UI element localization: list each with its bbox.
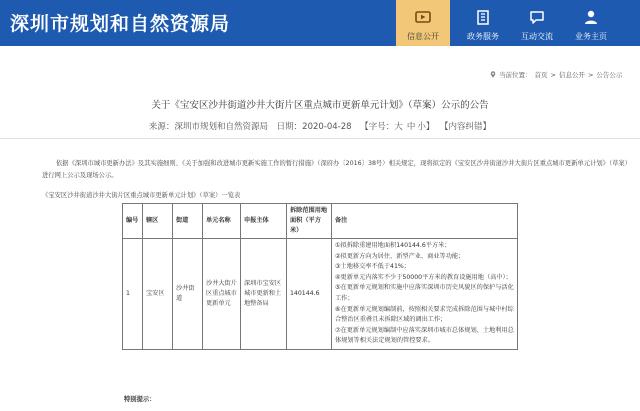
chat-icon — [528, 8, 546, 26]
video-icon — [414, 8, 432, 26]
breadcrumb-notice[interactable]: 公告公示 — [596, 71, 623, 79]
breadcrumb — [490, 70, 622, 79]
header-cell: 拆除范围用地面积（平方米） — [287, 204, 332, 239]
nav-interaction[interactable] — [510, 0, 564, 46]
remark-item: ①拟拆除重建用地面积140144.6平方米； — [335, 242, 451, 249]
source-label: 来源： — [148, 122, 175, 132]
breadcrumb-home[interactable]: 首页 — [534, 71, 548, 79]
divider — [0, 138, 640, 139]
cell-remarks — [332, 239, 518, 350]
article-meta — [0, 120, 640, 132]
breadcrumb-prefix: 当前位置： — [499, 71, 532, 79]
correction-link[interactable]: 【内容纠错】 — [440, 122, 492, 132]
header-cell: 街道 — [173, 204, 203, 239]
article-title: 关于《宝安区沙井街道沙井大街片区重点城市更新单元计划》（草案）公示的公告 — [151, 100, 489, 111]
remark-item: ③土地移交率不低于41%； — [335, 263, 410, 271]
table-row — [123, 239, 518, 350]
nav-business-home[interactable] — [564, 0, 618, 46]
remark-item: ④更新单元内落实不少于50000平方米的教育设施用地（高中）； — [335, 273, 512, 281]
cell-street: 沙井街道 — [173, 239, 203, 350]
remark-item: ②拟更新方向为居住、新型产业、商业等功能； — [335, 252, 465, 260]
cell-district: 宝安区 — [143, 239, 173, 350]
nav-label: 互动交流 — [521, 32, 553, 41]
cell-number: 1 — [123, 239, 143, 350]
table-caption: 《宝安区沙井街道沙井大街片区重点城市更新单元计划》（草案）一览表 — [42, 192, 241, 199]
breadcrumb-info-public[interactable]: 信息公开 — [558, 71, 585, 79]
source: 深圳市规划和自然资源局 — [174, 122, 268, 132]
cell-unit-name: 沙井大街片区重点城市更新单元 — [203, 239, 241, 350]
font-size-label: 【字号： — [360, 122, 395, 132]
intro-paragraph: 依据《深圳市城市更新办法》及其实施细则、《关于加强和改进城市更新实施工作的暂行措施》（深府办〔2016〕38号）相关规定，现将拟定的《宝安区沙井街道沙井大街片区重点城市更新单元计划》（草案）进行网上公示及现场公示。 — [42, 160, 628, 179]
table-header-row — [123, 204, 518, 239]
cell-area: 140144.6 — [287, 239, 332, 350]
breadcrumb-separator: > — [550, 70, 556, 79]
header-cell: 备注 — [332, 204, 518, 239]
font-large-button[interactable]: 大 — [394, 122, 403, 132]
site-header — [0, 0, 640, 46]
building-icon — [474, 8, 492, 26]
nav-label: 业务主页 — [575, 32, 607, 41]
nav-info-public[interactable] — [396, 0, 450, 46]
header-cell: 编号 — [123, 204, 143, 239]
breadcrumb-separator: > — [587, 70, 594, 79]
date: 2020-04-28 — [302, 122, 352, 132]
date-label: 日期： — [276, 122, 303, 132]
header-cell: 辖区 — [143, 204, 173, 239]
font-medium-button[interactable]: 中 — [406, 122, 416, 132]
site-title[interactable]: 深圳市规划和自然资源局 — [10, 13, 231, 35]
nav-gov-service[interactable] — [456, 0, 510, 46]
header-cell: 单元名称 — [203, 204, 241, 239]
user-icon — [582, 8, 600, 26]
remark-item: ⑦在更新单元规划编制中应落实深圳市城市总体规划、土地利用总体规划等相关法定规划的管控要求。 — [335, 326, 514, 345]
main-nav — [396, 0, 618, 46]
header-cell: 申报主体 — [241, 204, 287, 239]
plan-table — [122, 203, 518, 350]
remark-item: ⑥在更新单元规划编制前，按照相关要求完成拆除范围与城中村综合整治区重叠且未拆除区域的调出工作； — [335, 305, 514, 324]
nav-label: 政务服务 — [467, 32, 499, 41]
remark-item: ⑤在更新单元规划和实施中应落实深圳市历史风貌区的保护与活化工作； — [335, 284, 514, 302]
font-small-button[interactable]: 小】 — [417, 122, 435, 132]
special-tip: 特别提示： — [124, 396, 156, 403]
location-icon — [490, 71, 496, 78]
nav-label: 信息公开 — [407, 32, 439, 41]
cell-applicant: 深圳市宝安区城市更新和土地整备局 — [241, 239, 287, 350]
